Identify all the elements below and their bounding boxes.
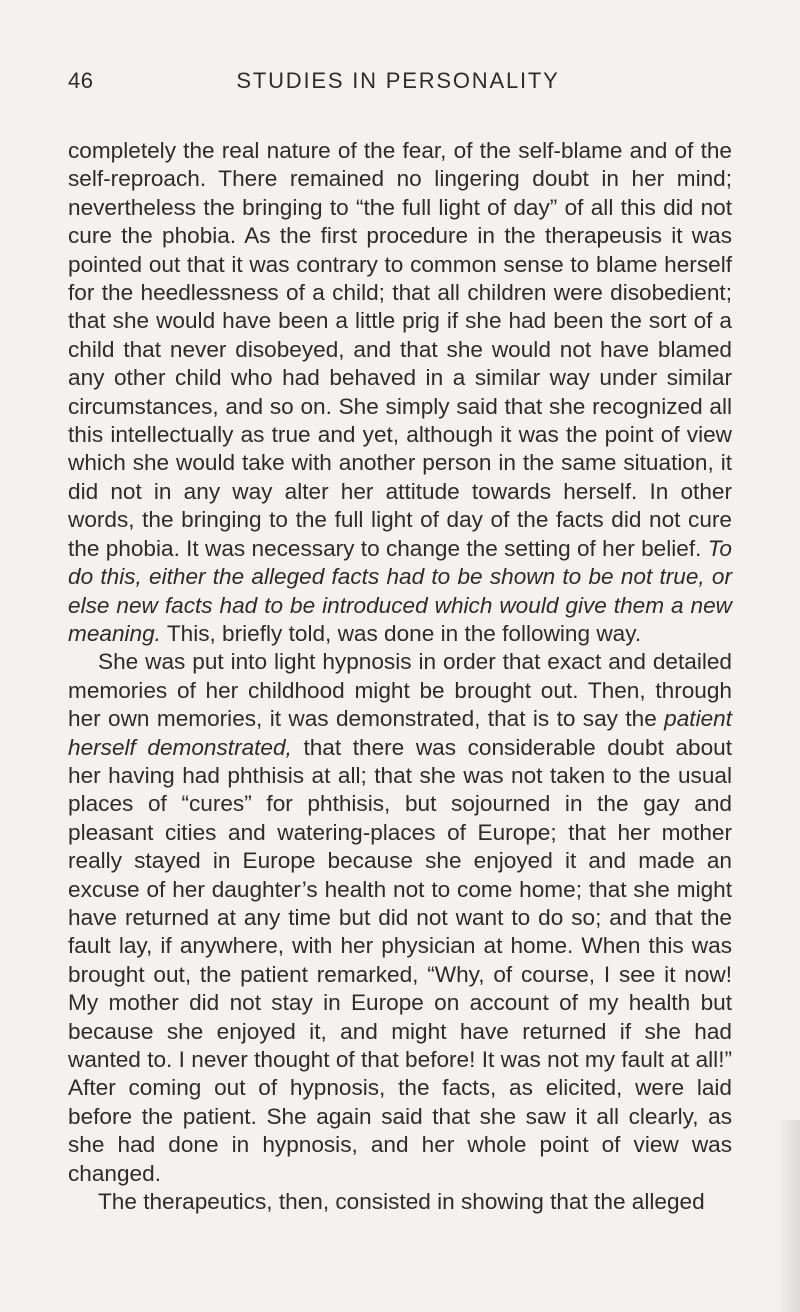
italic-segment: To do this, either the alleged facts had to be shown to be not true, or else new facts had to be introduced which would give them a new meaning. xyxy=(68,535,732,646)
running-title: STUDIES IN PERSONALITY xyxy=(236,68,560,93)
italic-segment: patient herself demonstrated, xyxy=(68,706,732,760)
paragraph-2 xyxy=(68,648,732,1188)
text-segment: This, briefly told, was done in the following way. xyxy=(160,620,642,646)
text-segment: She was put into light hypnosis in order that exact and detailed memories of her childhood might be brought out. Then, through her own memories, it was demonstrated, that is to say the xyxy=(68,649,732,732)
page-number: 46 xyxy=(68,68,94,93)
text-segment: completely the real nature of the fear, of the self-blame and of the self-reproach. There remained no lingering doubt in her mind; nevertheless the bringing to “the full light of day” of all this did not cure the phobia. As the first procedure in the therapeusis it was pointed out that it was contrary to common sense to blame herself for the heedlessness of a child; that all children were disobedient; that she would have been a little prig if she had been the sort of a child that never disobeyed, and that she would not have blamed any other child who had behaved in a similar way under similar circumstances, and so on. She simply said that she recognized all this intellectually as true and yet, although it was the point of view which she would take with another person in the same situation, it did not in any way alter her attitude towards herself. In other words, the bringing to the full light of day of the facts did not cure the phobia. It was necessary to change the setting of her belief. xyxy=(68,138,732,561)
page-header xyxy=(68,68,728,102)
page-edge-shadow xyxy=(778,1120,800,1312)
text-segment: that there was considerable doubt about her having had phthisis at all; that she was not taken to the usual places of “cures” for phthisis, but sojourned in the gay and pleasant cities and watering-places of Europe; that her mother really stayed in Europe because she enjoyed it and made an excuse of her daughter’s health not to come home; that she might have returned at any time but did not want to do so; and that the fault lay, if anywhere, with her physician at home. When this was brought out, the patient remarked, “Why, of course, I see it now! My mother did not stay in Europe on account of my health but because she enjoyed it, and might have returned if she had wanted to. I never thought of that before! It was not my fault at all!” After coming out of hypnosis, the facts, as elicited, were laid before the patient. She again said that she saw it all clearly, as she had done in hypnosis, and her whole point of view was changed. xyxy=(68,734,732,1186)
paragraph-3 xyxy=(68,1188,732,1216)
text-segment: The therapeutics, then, consisted in showing that the alleged xyxy=(98,1189,705,1215)
body-text xyxy=(68,137,732,1216)
paragraph-1 xyxy=(68,137,732,648)
